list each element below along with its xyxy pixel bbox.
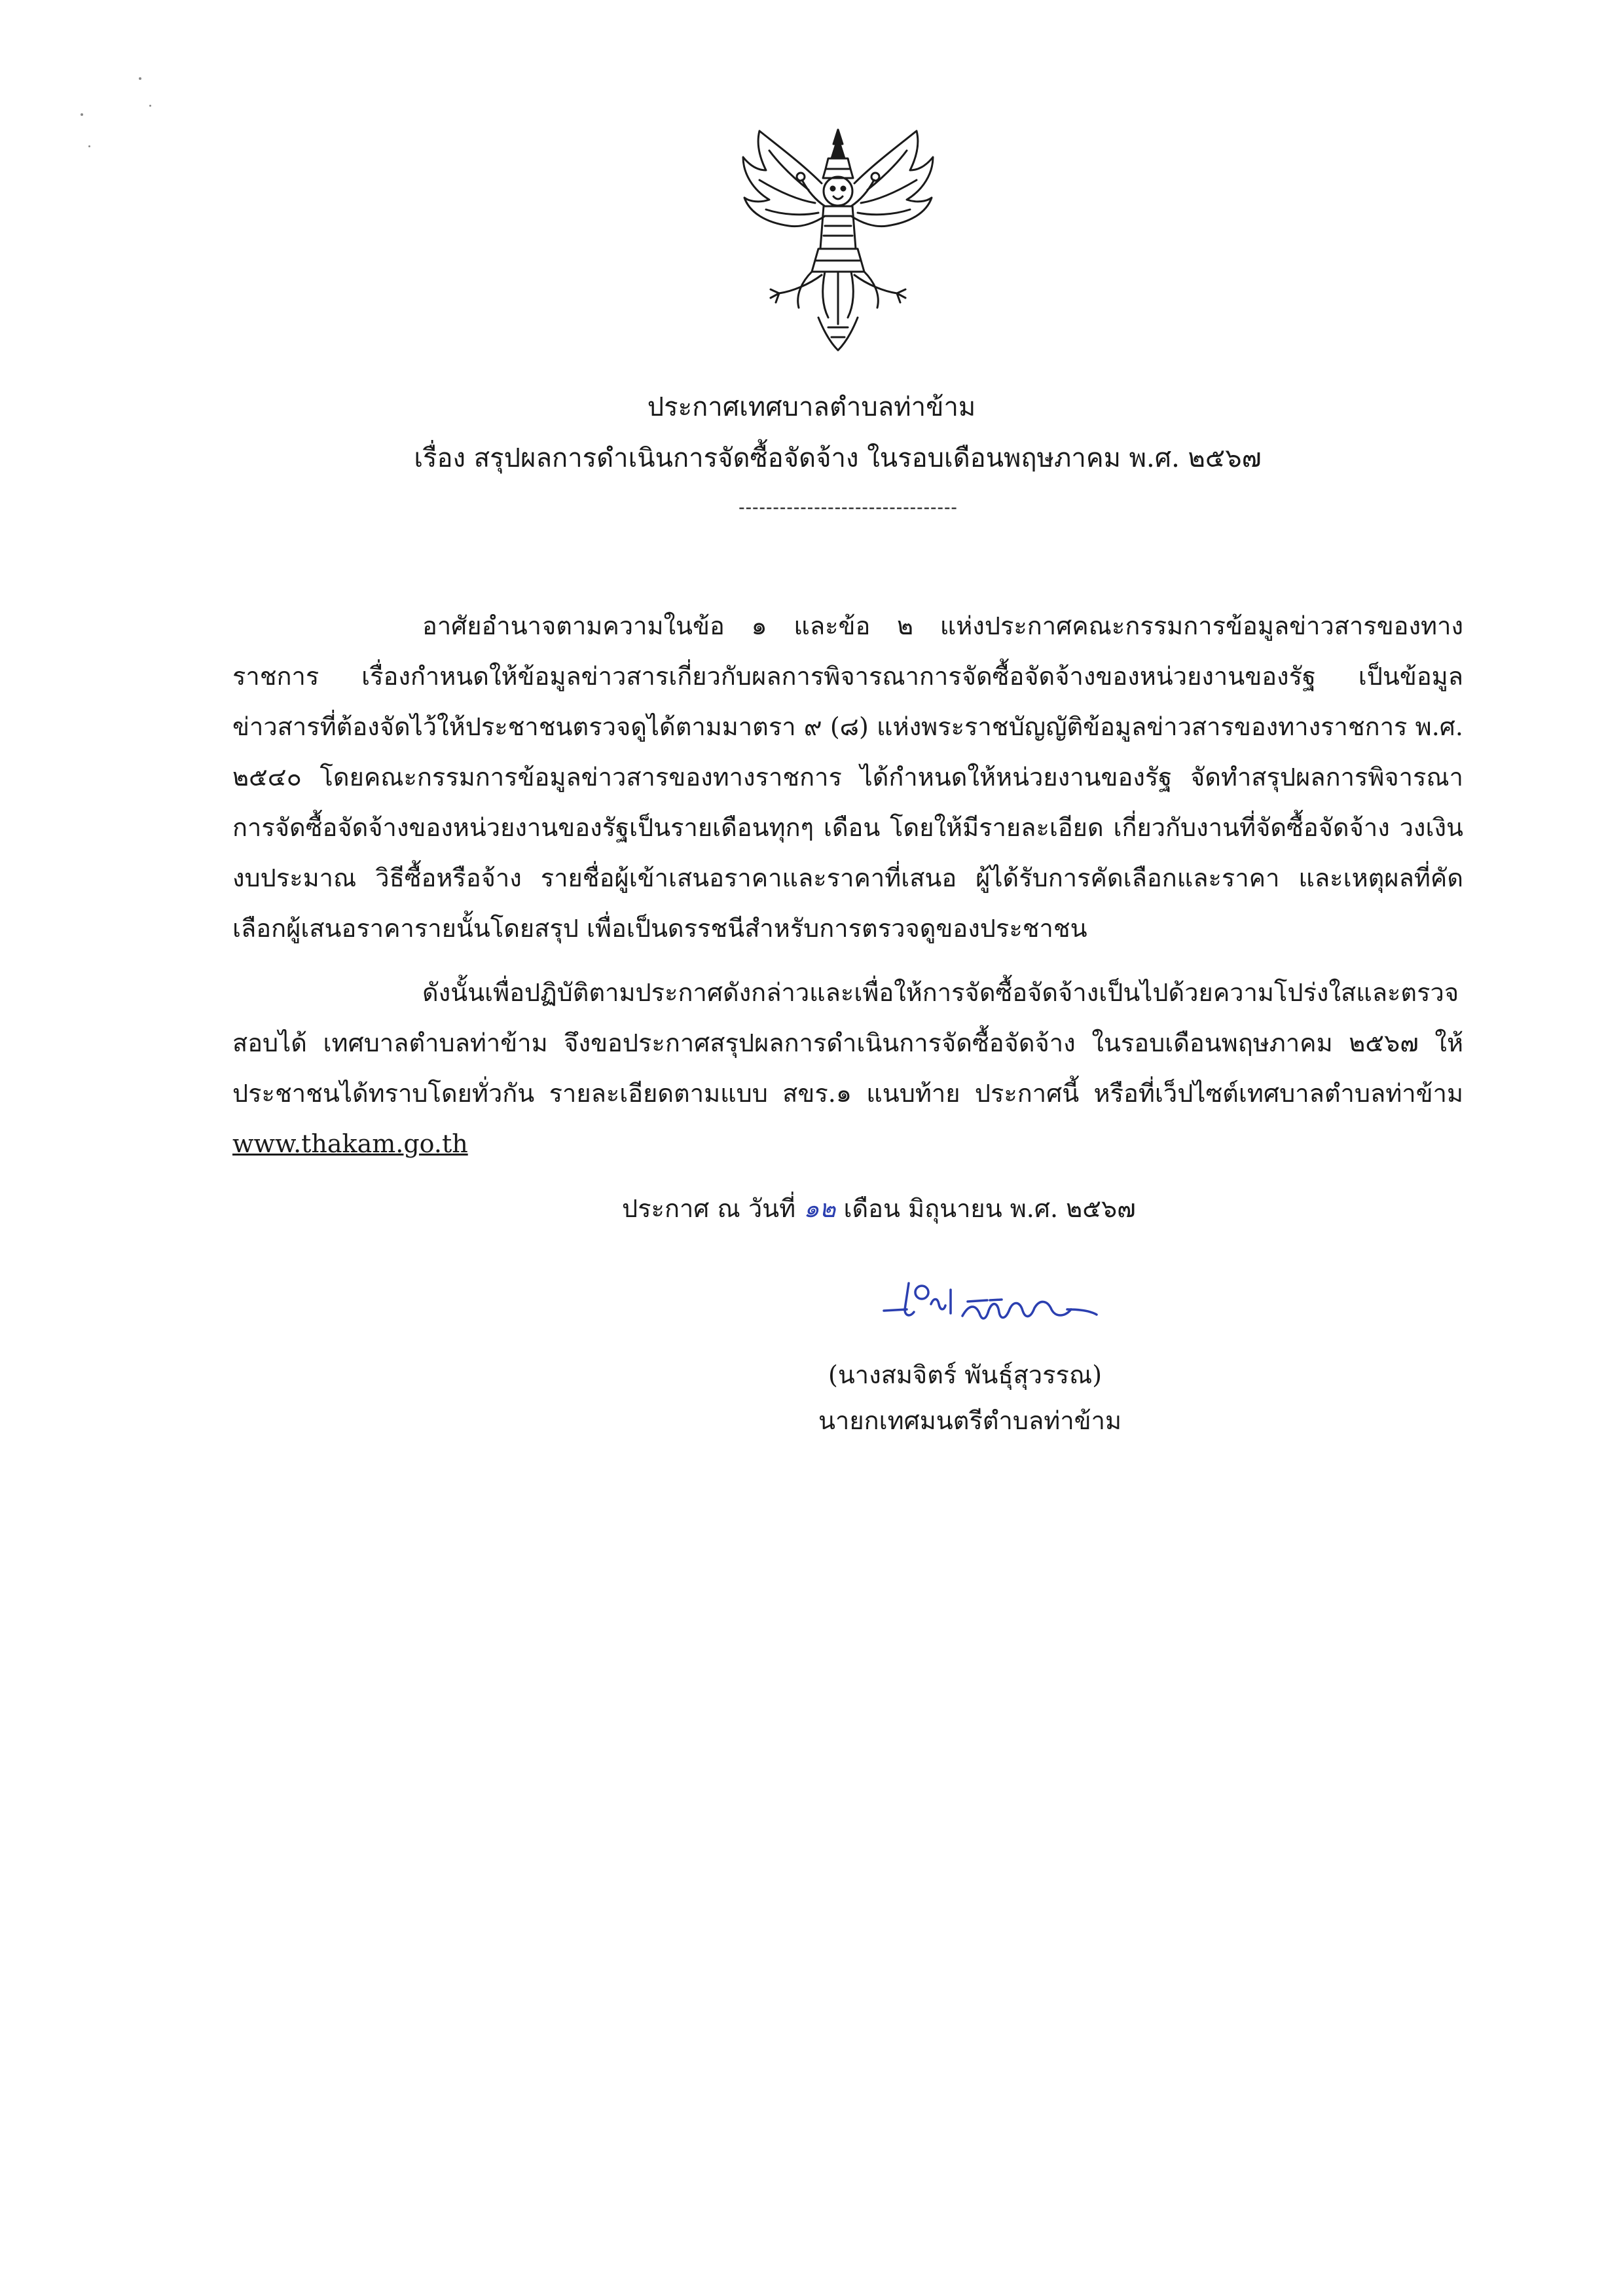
scan-speck [81,113,83,116]
signer-name: (นางสมจิตร์ พันธุ์สุวรรณ) [828,1360,1103,1389]
garuda-emblem-icon [730,118,946,360]
paragraph-announcement-text: ดังนั้นเพื่อปฏิบัติตามประกาศดังกล่าวและเพื่อให้การจัดซื้อจัดจ้างเป็นไปด้วยความโปร่งใสและตรวจสอบได้ เทศบาลตำบลท่าข้าม จึงขอประกาศสรุปผลการดำเนินการจัดซื้อจัดจ้าง ในรอบเดือนพฤษภาคม ๒๕๖๗ ให้ประชาชนได้ทราบโดยทั่วกัน รายละเอียดตามแบบ สขร.๑ แนบท้าย ประกาศนี้ หรือที่เว็ปไซต์เทศบาลตำบลท่าข้าม [232,978,1463,1108]
paragraph-authority: อาศัยอำนาจตามความในข้อ ๑ และข้อ ๒ แห่งประกาศคณะกรรมการข้อมูลข่าวสารของทางราชการ เรื่องกำหนดให้ข้อมูลข่าวสารเกี่ยวกับผลการพิจารณาการจัดซื้อจัดจ้างของหน่วยงานของรัฐ เป็นข้อมูลข่าวสารที่ต้องจัดไว้ให้ประชาชนตรวจดูได้ตามมาตรา ๙ (๘) แห่งพระราชบัญญัติข้อมูลข่าวสารของทางราชการ พ.ศ. ๒๕๔๐ โดยคณะกรรมการข้อมูลข่าวสารของทางราชการ ได้กำหนดให้หน่วยงานของรัฐ จัดทำสรุปผลการพิจารณาการจัดซื้อจัดจ้างของหน่วยงานของรัฐเป็นรายเดือนทุกๆ เดือน โดยให้มีรายละเอียด เกี่ยวกับงานที่จัดซื้อจัดจ้าง วงเงินงบประมาณ วิธีซื้อหรือจ้าง รายชื่อผู้เข้าเสนอราคาและราคาที่เสนอ ผู้ได้รับการคัดเลือกและราคา และเหตุผลที่คัดเลือกผู้เสนอราคารายนั้นโดยสรุป เพื่อเป็นดรรชนีสำหรับการตรวจดูของประชาชน [232,611,1463,943]
date-prefix: ประกาศ ณ วันที่ [622,1194,804,1223]
handwritten-signature-icon [871,1264,1120,1355]
document-title: ประกาศเทศบาลตำบลท่าข้าม [647,392,976,422]
announcement-date [622,1189,1136,1228]
scan-speck [88,145,90,147]
paragraph-announcement [232,968,1463,1169]
website-link[interactable]: www.thakam.go.th [232,1129,468,1158]
title-divider: -------------------------------- [739,496,958,518]
scan-speck [149,105,151,107]
scan-speck [139,77,141,80]
date-day: ๑๒ [803,1194,836,1223]
date-suffix: เดือน มิถุนายน พ.ศ. ๒๕๖๗ [835,1194,1136,1223]
document-subject: เรื่อง สรุปผลการดำเนินการจัดซื้อจัดจ้าง ในรอบเดือนพฤษภาคม พ.ศ. ๒๕๖๗ [414,443,1262,473]
signer-position: นายกเทศมนตรีตำบลท่าข้าม [818,1406,1122,1435]
